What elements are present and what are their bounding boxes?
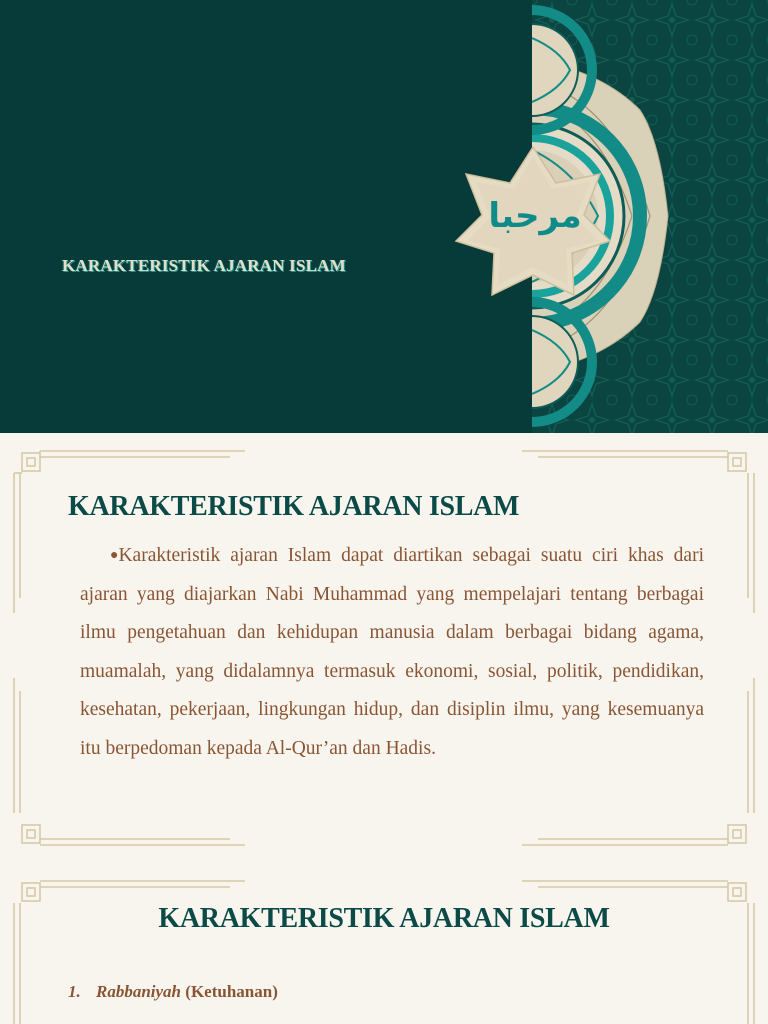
body-paragraph: [80, 537, 704, 769]
list-term: Rabbaniyah: [96, 982, 182, 1001]
slide-title: KARAKTERISTIK AJARAN ISLAM: [68, 491, 520, 522]
bullet-icon: ●: [110, 548, 119, 563]
title-slide: [0, 0, 768, 433]
slide-title: KARAKTERISTIK AJARAN ISLAM: [158, 903, 610, 934]
slide-title: KARAKTERISTIK AJARAN ISLAM: [62, 256, 346, 275]
greeting-text: مرحبا: [488, 196, 582, 236]
list-item: [68, 982, 668, 1002]
list-note: (Ketuhanan): [185, 982, 278, 1001]
paragraph-text: Karakteristik ajaran Islam dapat diartikan sebagai suatu ciri khas dari ajaran yang diajarkan Nabi Muhammad yang mempelajari tentang berbagai ilmu pengetahuan dan kehidupan manusia dalam berbagai bidang agama, muamalah, yang didalamnya termasuk ekonomi, sosial, politik, pendidikan, kesehatan, pekerjaan, lingkungan hidup, dan disiplin ilmu, yang kesemuanya itu berpedoman kepada Al-Qur’an dan Hadis.: [80, 545, 704, 759]
list-number: 1.: [68, 982, 81, 1001]
content-slide: [0, 433, 768, 863]
content-slide: [0, 863, 768, 1024]
